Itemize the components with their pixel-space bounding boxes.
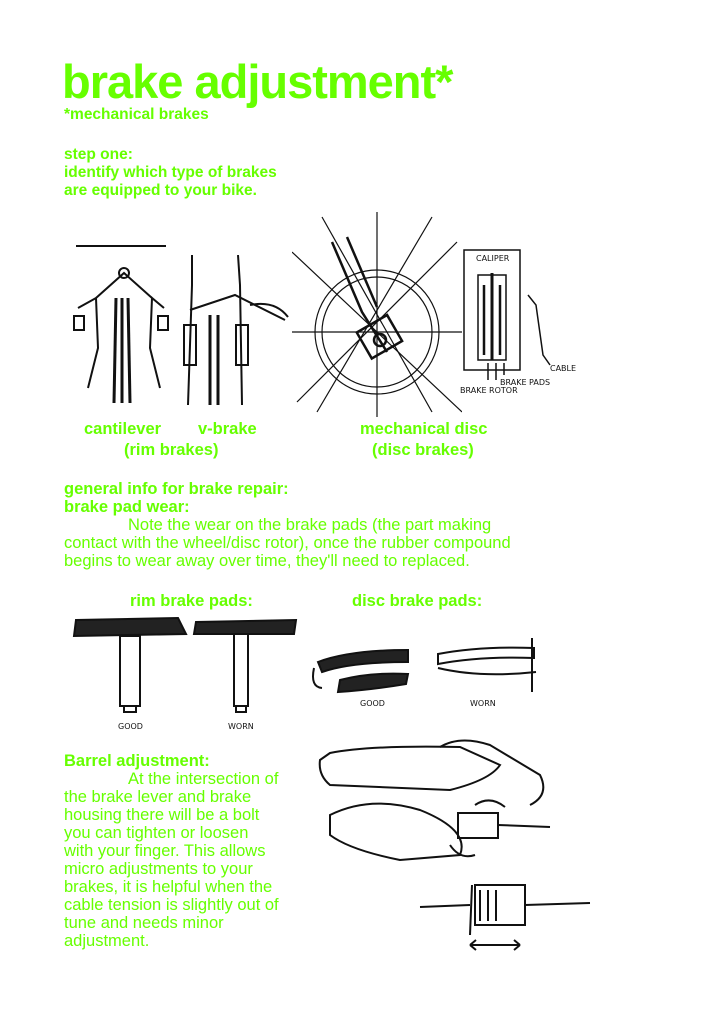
pad-wear-line-1: Note the wear on the brake pads (the part making — [128, 516, 492, 534]
barrel-line-10: adjustment. — [64, 932, 150, 950]
rim-pads-sketch — [68, 612, 308, 737]
rim-pad-good-label: GOOD — [118, 722, 143, 731]
page-subtitle: *mechanical brakes — [64, 106, 209, 123]
caliper-diagram — [458, 245, 583, 405]
mechanical-disc-sketch — [292, 212, 462, 417]
barrel-line-3: housing there will be a bolt — [64, 806, 260, 824]
barrel-line-8: cable tension is slightly out of — [64, 896, 279, 914]
caliper-label: CALIPER — [476, 254, 510, 263]
rim-pad-worn-label: WORN — [228, 722, 254, 731]
label-v-brake: v-brake — [198, 420, 257, 438]
page-title: brake adjustment* — [62, 55, 453, 108]
pad-wear-heading: brake pad wear: — [64, 498, 190, 516]
disc-pad-worn-label: WORN — [470, 699, 496, 708]
general-info-heading: general info for brake repair: — [64, 480, 289, 498]
label-cantilever: cantilever — [84, 420, 162, 438]
barrel-line-2: the brake lever and brake — [64, 788, 252, 806]
step-one-label: step one: — [64, 146, 133, 163]
barrel-heading: Barrel adjustment: — [64, 752, 210, 770]
barrel-line-7: brakes, it is helpful when the — [64, 878, 273, 896]
disc-brake-pads-label: disc brake pads: — [352, 592, 483, 610]
barrel-line-4: you can tighten or loosen — [64, 824, 249, 842]
rim-brake-pads-label: rim brake pads: — [130, 592, 253, 610]
barrel-adjuster-sketch — [310, 735, 600, 955]
pad-wear-line-2: contact with the wheel/disc rotor), once the rubber compound — [64, 534, 511, 552]
label-rim-brakes: (rim brakes) — [124, 441, 219, 459]
step-one — [64, 146, 277, 200]
label-mechanical-disc: mechanical disc — [360, 420, 488, 438]
barrel-line-5: with your finger. This allows — [64, 842, 266, 860]
barrel-line-1: At the intersection of — [128, 770, 279, 788]
step-one-line-1: identify which type of brakes — [64, 164, 277, 181]
label-disc-brakes: (disc brakes) — [372, 441, 474, 459]
v-brake-sketch — [180, 255, 300, 410]
step-one-line-2: are equipped to your bike. — [64, 182, 257, 199]
pad-wear-paragraph — [64, 516, 511, 570]
barrel-line-6: micro adjustments to your — [64, 860, 253, 878]
disc-pad-good-label: GOOD — [360, 699, 385, 708]
brake-rotor-label: BRAKE ROTOR — [460, 386, 518, 395]
cantilever-brake-sketch — [66, 238, 176, 408]
disc-pads-sketch — [310, 632, 550, 712]
barrel-line-9: tune and needs minor — [64, 914, 224, 932]
pad-wear-line-3: begins to wear away over time, they'll need to replaced. — [64, 552, 470, 570]
cable-label: CABLE — [550, 364, 577, 373]
brake-pads-label: BRAKE PADS — [500, 378, 551, 387]
barrel-paragraph — [64, 770, 279, 950]
